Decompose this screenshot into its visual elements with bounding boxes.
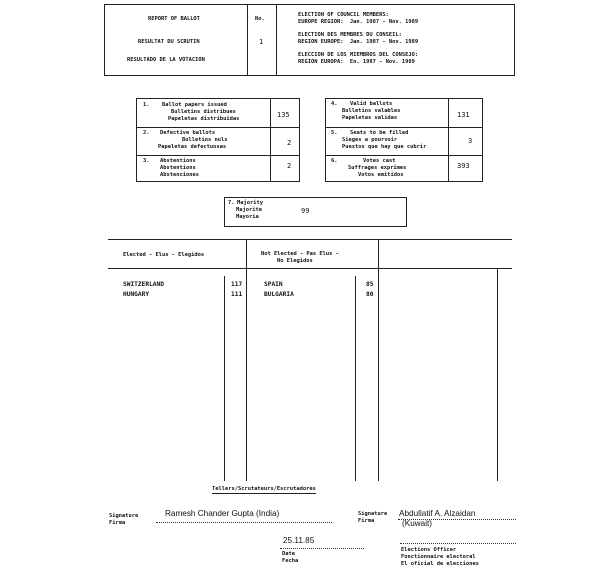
stat-value: 393 [457,162,470,170]
date-label: Date [282,551,295,557]
header-divider-1 [247,4,248,76]
stat-label: Seats to be filled [350,130,409,136]
majority-label: Mayoria [236,214,259,220]
stat-num: 2. [143,130,150,136]
stats-right-divider [448,98,449,182]
results-header-line [108,268,512,269]
stat-value: 2 [287,162,292,170]
stat-label: Papeletas distribuidas [168,116,240,122]
stats-left-divider [270,98,271,182]
results-not-elected-votes-line [355,276,356,481]
officer-label: Elections Officer [401,547,457,553]
tellers-title: Tellers/Scrutateurs/Escrutadores [212,487,316,494]
not-elected-header: No Elegidos [277,258,313,264]
elected-country: HUNGARY [123,291,150,298]
stat-label: Valid ballots [350,101,393,107]
stat-label: Sieges a pourvoir [342,137,398,143]
stat-label: Abstenciones [160,172,199,178]
stat-label: Ballot papers issued [162,102,227,108]
date-value: 25.11.85 [283,536,315,545]
officer-label: El oficial de elecciones [401,561,479,567]
majority-label: Majority [237,200,263,206]
stat-num: 3. [143,158,150,164]
results-col-line-1 [246,239,247,481]
election-en-line2: EUROPE REGION: Jan. 1987 - Nov. 1989 [298,19,419,25]
stat-value: 3 [468,137,473,145]
no-label: No. [255,16,265,22]
elected-header: Elected - Elus - Elegidos [123,252,205,258]
election-fr-line1: ELECTION DES MEMBRES DU CONSEIL: [298,32,402,38]
results-elected-votes-line [224,276,225,481]
stats-left-row-line-2 [136,155,300,156]
no-value: 1 [259,38,264,46]
stat-value: 2 [287,139,292,147]
election-es-line1: ELECCION DE LOS MIEMBROS DEL CONSEJO: [298,52,419,58]
teller2-signature-line [398,519,516,520]
results-col-line-2 [378,239,379,481]
date-label: Fecha [282,558,299,564]
not-elected-country: BULGARIA [264,291,294,298]
majority-num: 7. [228,200,235,206]
stats-right-row-line-2 [325,155,483,156]
signature-label: Signature [109,513,139,519]
signature-label: Signature [358,511,388,517]
stat-label: Abstentions [160,165,196,171]
signature-label: Firma [109,520,126,526]
header-divider-2 [276,4,277,76]
stat-label: Bulletins nuls [182,137,228,143]
stat-label: Puestos que hay que cubrir [342,144,427,150]
stat-num: 6. [331,158,338,164]
election-fr-line2: REGION EUROPE: Jan. 1987 - Nov. 1989 [298,39,419,45]
stat-num: 4. [331,101,338,107]
teller2-signature: Abdullatif A. Alzaidan [399,509,476,518]
stat-num: 5. [331,130,338,136]
stat-num: 1. [143,102,150,108]
stat-value: 131 [457,111,470,119]
officer-line [400,543,516,544]
majority-value: 99 [301,207,310,215]
stat-label: Votes cast [363,158,396,164]
report-title-fr: RESULTAT DU SCRUTIN [138,39,200,45]
elected-votes: 117 [231,281,243,288]
teller1-signature-line [156,522,332,523]
results-top-line [108,239,512,240]
elected-votes: 111 [231,291,243,298]
stat-label: Papeletas defectuosas [158,144,227,150]
stat-label: Suffrages exprimes [348,165,407,171]
signature-label: Firma [358,518,375,524]
stat-label: Papeletas validas [342,115,398,121]
not-elected-country: SPAIN [264,281,283,288]
not-elected-votes: 80 [366,291,374,298]
stats-right-row-line-1 [325,127,483,128]
stat-label: Votos emitidos [358,172,404,178]
election-es-line2: REGION EUROPA: En. 1987 - Nov. 1989 [298,59,415,65]
majority-label: Majorite [236,207,262,213]
results-col-line-3 [497,268,498,481]
stat-label: Defective ballots [160,130,216,136]
report-title-en: REPORT OF BALLOT [148,16,200,22]
teller2-country: (Kuwait) [402,519,433,528]
stat-value: 135 [277,111,290,119]
date-line [280,548,364,549]
not-elected-votes: 85 [366,281,374,288]
not-elected-header: Not Elected - Pas Elus - [261,251,339,257]
officer-label: Fonctionnaire electoral [401,554,476,560]
stats-left-row-line-1 [136,127,300,128]
report-title-es: RESULTADO DE LA VOTACION [127,57,205,63]
stat-label: Bulletins valables [342,108,401,114]
election-en-line1: ELECTION OF COUNCIL MEMBERS: [298,12,389,18]
stat-label: Bulletins distribues [171,109,236,115]
elected-country: SWITZERLAND [123,281,164,288]
teller1-signature: Ramesh Chander Gupta (India) [165,509,280,518]
stat-label: Abstentions [160,158,196,164]
